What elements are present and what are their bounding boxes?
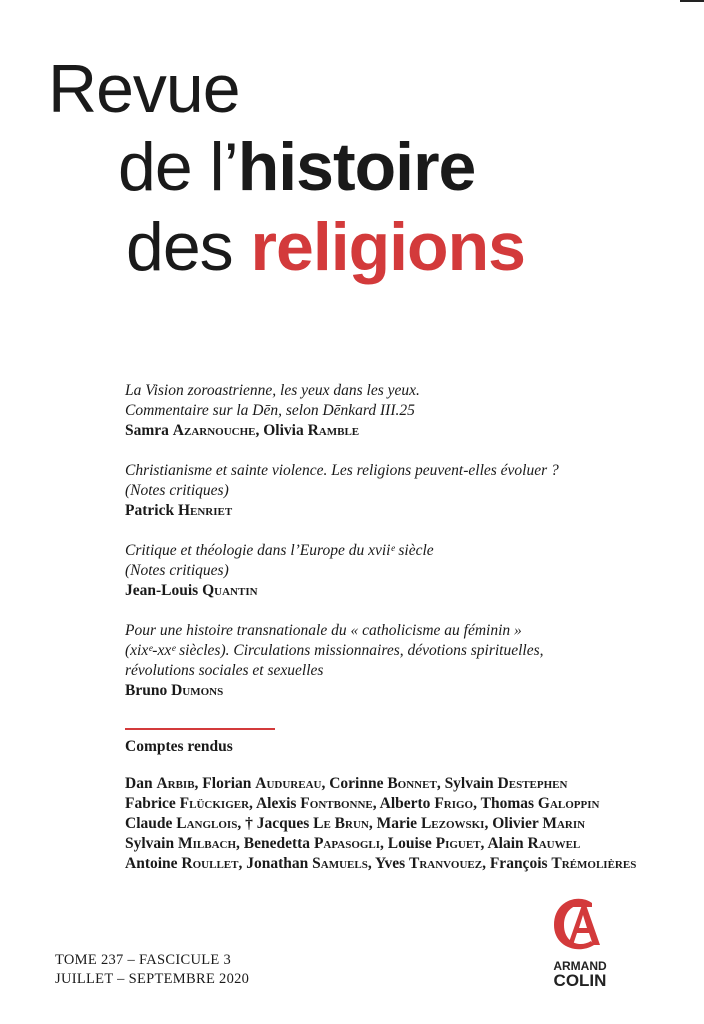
- author-first: Dan: [125, 775, 157, 792]
- article-title-line: Christianisme et sainte violence. Les religions peuvent-elles évoluer ?: [125, 462, 559, 479]
- reviews-heading: Comptes rendus: [125, 738, 233, 755]
- author-line: [125, 421, 685, 441]
- author-first: Bruno: [125, 682, 172, 699]
- author-last: Audureau: [255, 775, 322, 792]
- author-line: [125, 794, 636, 814]
- title-revue: Revue: [48, 51, 240, 127]
- article-entry: [125, 541, 685, 601]
- author-last: Galoppin: [537, 795, 600, 812]
- author-line: [125, 814, 636, 834]
- author-separator: ,: [372, 795, 380, 812]
- author-first: Sylvain: [444, 775, 498, 792]
- author-first: Louise: [387, 835, 436, 852]
- author-line: [125, 834, 636, 854]
- author-line: [125, 854, 636, 874]
- author-separator: ,: [380, 835, 388, 852]
- publisher-armand: ARMAND: [553, 959, 607, 973]
- author-first: Corinne: [329, 775, 388, 792]
- articles-list: [125, 381, 685, 721]
- author-last: Ramble: [307, 422, 360, 439]
- author-first: Thomas: [480, 795, 538, 812]
- article-title-line: Critique et théologie dans l’Europe du xviiᵉ siècle: [125, 542, 434, 559]
- author-last: Fontbonne: [300, 795, 373, 812]
- author-last: Tranvouez: [409, 855, 483, 872]
- author-separator: ,: [367, 855, 375, 872]
- author-last: Langlois: [176, 815, 238, 832]
- author-first: Fabrice: [125, 795, 180, 812]
- title-religions: religions: [250, 209, 525, 285]
- issue-tome: TOME 237 – FASCICULE 3: [55, 952, 232, 968]
- author-separator: ,: [436, 775, 445, 792]
- article-title-line: (Notes critiques): [125, 482, 229, 499]
- article-title-line: (xixᵉ-xxᵉ siècles). Circulations missionnaires, dévotions spirituelles,: [125, 642, 544, 659]
- author-last: Flückiger: [179, 795, 250, 812]
- author-first: Patrick: [125, 502, 178, 519]
- author-last: Roullet: [181, 855, 239, 872]
- author-first: Marie: [376, 815, 421, 832]
- author-first: Olivier: [492, 815, 543, 832]
- title-histoire: histoire: [237, 129, 476, 205]
- author-last: Marin: [542, 815, 586, 832]
- author-first: Jean-Louis: [125, 582, 203, 599]
- article-title-line: Commentaire sur la Dēn, selon Dēnkard III.25: [125, 402, 415, 419]
- author-last: Trémolières: [551, 855, 637, 872]
- issue-info: [55, 951, 249, 989]
- author-last: Le Brun: [313, 815, 369, 832]
- author-first: Olivia: [263, 422, 308, 439]
- author-last: Arbib: [156, 775, 195, 792]
- author-last: Papasogli: [313, 835, 381, 852]
- author-first: Florian: [202, 775, 256, 792]
- article-entry: [125, 461, 685, 521]
- armand-colin-emblem-icon: [548, 895, 612, 955]
- author-first: Jonathan: [246, 855, 313, 872]
- author-first: Alberto: [379, 795, 435, 812]
- author-last: Milbach: [177, 835, 237, 852]
- author-first: Alain: [487, 835, 528, 852]
- author-last: Bonnet: [387, 775, 437, 792]
- author-last: Quantin: [202, 582, 258, 599]
- title-line3: [126, 208, 525, 286]
- author-last: Rauwel: [527, 835, 581, 852]
- author-separator: ,: [482, 855, 490, 872]
- author-last: Azarnouche: [172, 422, 256, 439]
- author-separator: ,: [368, 815, 377, 832]
- author-first: Antoine: [125, 855, 182, 872]
- author-separator: ,: [473, 795, 481, 812]
- author-first: Yves: [375, 855, 410, 872]
- author-line: [125, 774, 636, 794]
- author-first: Sylvain: [125, 835, 178, 852]
- author-first: François: [489, 855, 552, 872]
- author-first: Samra: [125, 422, 173, 439]
- author-first: † Jacques: [245, 815, 314, 832]
- reviewers-list: [125, 774, 636, 874]
- publisher-logo: [540, 895, 620, 989]
- author-line: [125, 501, 685, 521]
- author-separator: ,: [249, 795, 256, 812]
- author-line: [125, 681, 685, 701]
- article-title-line: (Notes critiques): [125, 562, 229, 579]
- article-title-line: révolutions sociales et sexuelles: [125, 662, 324, 679]
- author-last: Frigo: [434, 795, 474, 812]
- article-entry: [125, 381, 685, 441]
- article-entry: [125, 621, 685, 701]
- author-separator: ,: [480, 835, 488, 852]
- issue-date: JUILLET – SEPTEMBRE 2020: [55, 971, 250, 987]
- author-line: [125, 581, 685, 601]
- author-last: Henriet: [177, 502, 233, 519]
- author-separator: ,: [321, 775, 330, 792]
- author-last: Dumons: [171, 682, 224, 699]
- author-last: Samuels: [312, 855, 368, 872]
- title-line2: [118, 128, 475, 206]
- author-first: Claude: [125, 815, 177, 832]
- author-last: Lezowski: [420, 815, 485, 832]
- author-separator: ,: [237, 815, 246, 832]
- article-title-line: La Vision zoroastrienne, les yeux dans les yeux.: [125, 382, 420, 399]
- author-separator: ,: [255, 422, 264, 439]
- author-first: Alexis: [255, 795, 301, 812]
- author-last: Piguet: [435, 835, 481, 852]
- author-last: Destephen: [497, 775, 568, 792]
- red-divider: [125, 728, 275, 730]
- article-title-line: Pour une histoire transnationale du « catholicisme au féminin »: [125, 622, 522, 639]
- publisher-colin: COLIN: [553, 971, 607, 990]
- author-first: Benedetta: [243, 835, 314, 852]
- author-separator: ,: [484, 815, 493, 832]
- title-des: des: [126, 209, 251, 285]
- title-de: de l’: [118, 129, 238, 205]
- author-separator: ,: [194, 775, 203, 792]
- corner-mark: [680, 0, 704, 2]
- author-separator: ,: [236, 835, 244, 852]
- author-separator: ,: [238, 855, 247, 872]
